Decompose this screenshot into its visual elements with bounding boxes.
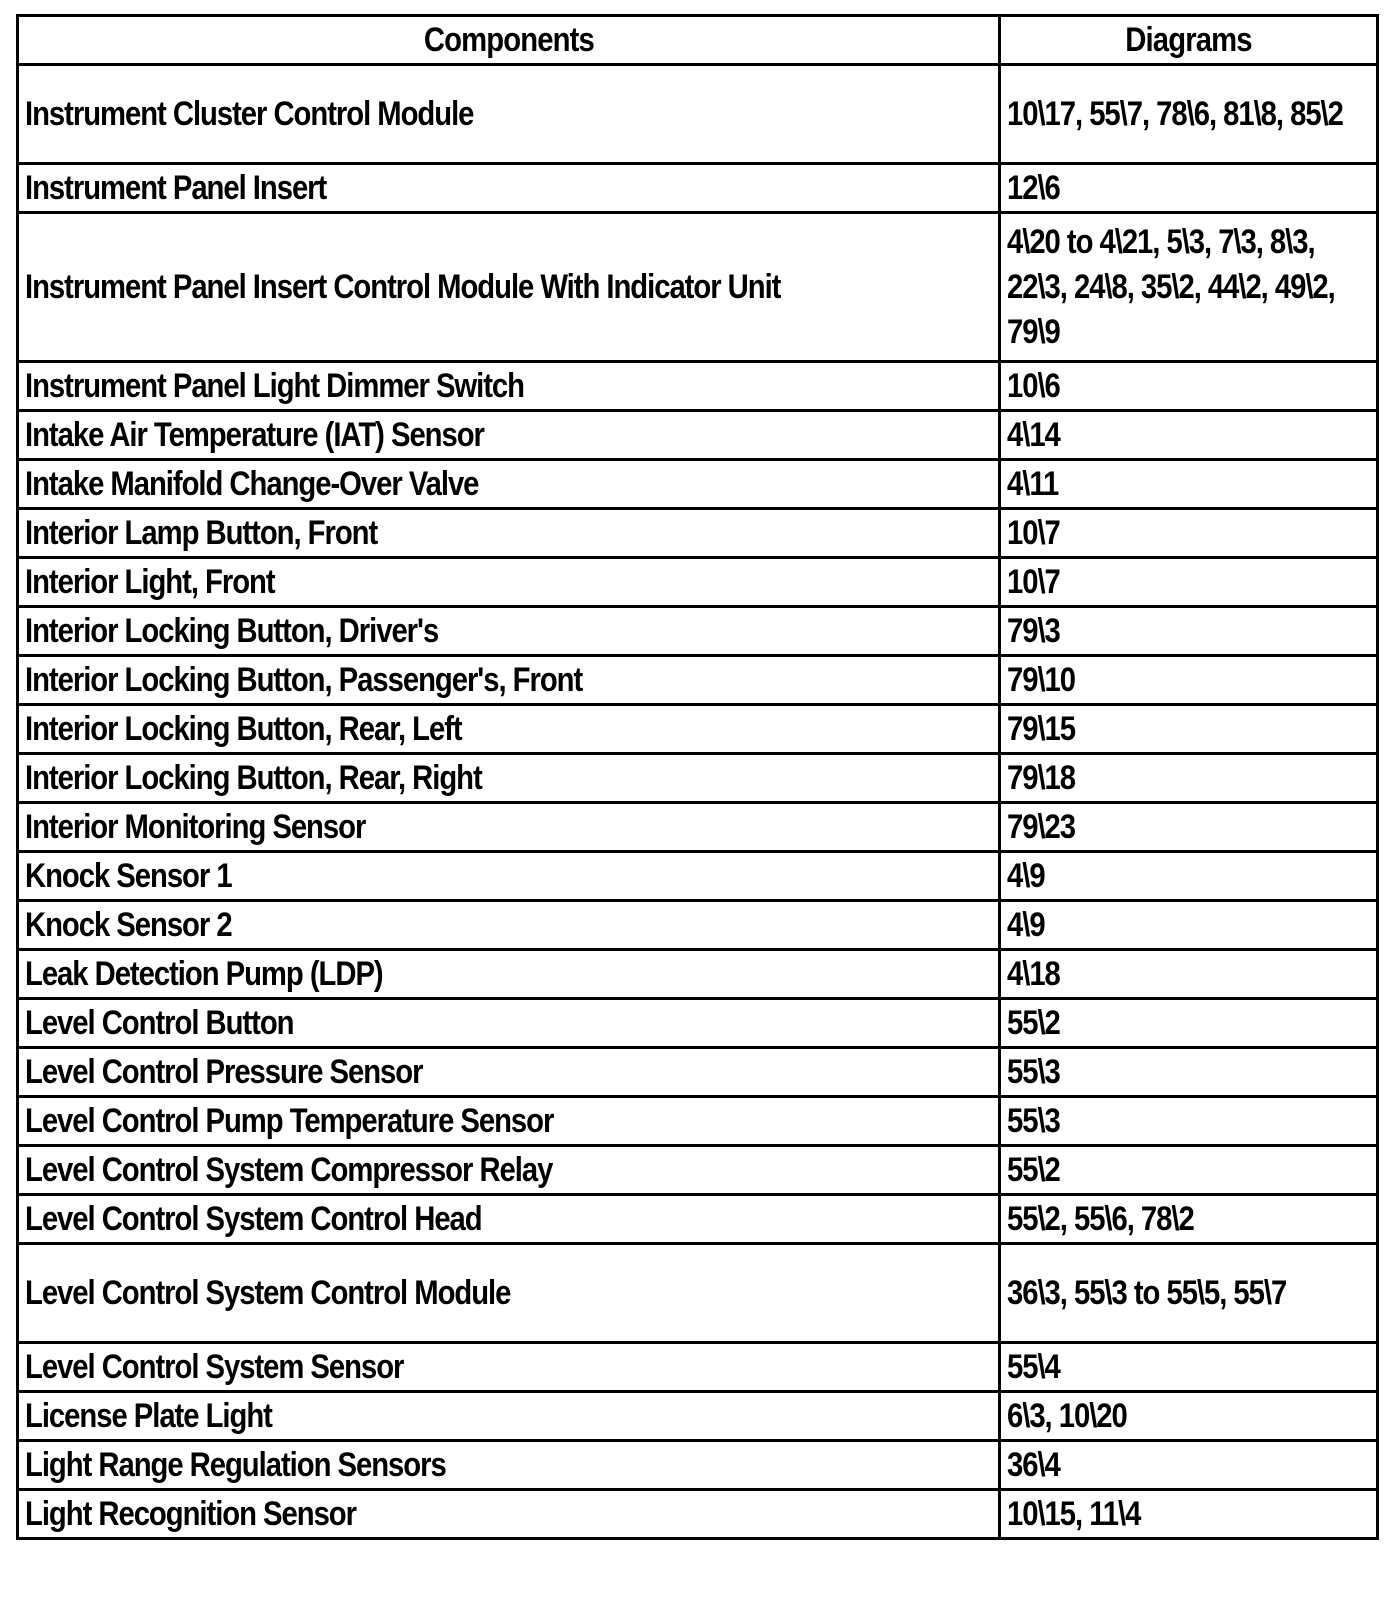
diagrams-cell: 4\9 [1000, 852, 1378, 901]
table-row [18, 1441, 1378, 1490]
column-header-components: Components [18, 16, 1000, 65]
diagrams-cell: 36\4 [1000, 1441, 1378, 1490]
table-row [18, 705, 1378, 754]
diagrams-cell: 79\23 [1000, 803, 1378, 852]
component-cell: License Plate Light [18, 1392, 1000, 1441]
diagrams-cell: 79\3 [1000, 607, 1378, 656]
diagrams-cell: 10\7 [1000, 509, 1378, 558]
table-row [18, 999, 1378, 1048]
components-table-container [16, 14, 1376, 1540]
table-row [18, 558, 1378, 607]
diagrams-cell: 55\2, 55\6, 78\2 [1000, 1195, 1378, 1244]
table-row [18, 754, 1378, 803]
diagrams-cell: 4\20 to 4\21, 5\3, 7\3, 8\3, 22\3, 24\8, 35\2, 44\2, 49\2, 79\9 [1000, 213, 1378, 362]
table-row [18, 1097, 1378, 1146]
components-diagrams-table [16, 14, 1379, 1540]
component-cell: Knock Sensor 1 [18, 852, 1000, 901]
table-row [18, 607, 1378, 656]
diagrams-cell: 79\18 [1000, 754, 1378, 803]
table-row [18, 65, 1378, 164]
diagrams-cell: 55\2 [1000, 999, 1378, 1048]
table-row [18, 852, 1378, 901]
component-cell: Level Control Pressure Sensor [18, 1048, 1000, 1097]
table-header-row [18, 16, 1378, 65]
component-cell: Interior Locking Button, Rear, Left [18, 705, 1000, 754]
table-row [18, 460, 1378, 509]
diagrams-cell: 10\7 [1000, 558, 1378, 607]
diagrams-cell: 55\2 [1000, 1146, 1378, 1195]
component-cell: Level Control Pump Temperature Sensor [18, 1097, 1000, 1146]
table-row [18, 901, 1378, 950]
table-row [18, 1195, 1378, 1244]
table-row [18, 164, 1378, 213]
component-cell: Instrument Panel Insert Control Module With Indicator Unit [18, 213, 1000, 362]
table-row [18, 362, 1378, 411]
component-cell: Level Control Button [18, 999, 1000, 1048]
diagrams-cell: 55\3 [1000, 1048, 1378, 1097]
table-row [18, 1244, 1378, 1343]
diagrams-cell: 10\6 [1000, 362, 1378, 411]
table-row [18, 1392, 1378, 1441]
component-cell: Instrument Panel Insert [18, 164, 1000, 213]
diagrams-cell: 79\10 [1000, 656, 1378, 705]
component-cell: Light Recognition Sensor [18, 1490, 1000, 1539]
table-row [18, 509, 1378, 558]
table-row [18, 213, 1378, 362]
table-row [18, 1343, 1378, 1392]
diagrams-cell: 55\4 [1000, 1343, 1378, 1392]
component-cell: Interior Locking Button, Driver's [18, 607, 1000, 656]
diagrams-cell: 4\9 [1000, 901, 1378, 950]
table-row [18, 950, 1378, 999]
component-cell: Intake Air Temperature (IAT) Sensor [18, 411, 1000, 460]
component-cell: Leak Detection Pump (LDP) [18, 950, 1000, 999]
table-row [18, 656, 1378, 705]
component-cell: Intake Manifold Change-Over Valve [18, 460, 1000, 509]
column-header-diagrams: Diagrams [1000, 16, 1378, 65]
diagrams-cell: 12\6 [1000, 164, 1378, 213]
diagrams-cell: 10\17, 55\7, 78\6, 81\8, 85\2 [1000, 65, 1378, 164]
diagrams-cell: 36\3, 55\3 to 55\5, 55\7 [1000, 1244, 1378, 1343]
component-cell: Level Control System Sensor [18, 1343, 1000, 1392]
diagrams-cell: 55\3 [1000, 1097, 1378, 1146]
component-cell: Instrument Cluster Control Module [18, 65, 1000, 164]
diagrams-cell: 4\18 [1000, 950, 1378, 999]
component-cell: Interior Lamp Button, Front [18, 509, 1000, 558]
table-row [18, 1490, 1378, 1539]
component-cell: Knock Sensor 2 [18, 901, 1000, 950]
component-cell: Instrument Panel Light Dimmer Switch [18, 362, 1000, 411]
component-cell: Level Control System Compressor Relay [18, 1146, 1000, 1195]
component-cell: Interior Locking Button, Passenger's, Front [18, 656, 1000, 705]
component-cell: Interior Monitoring Sensor [18, 803, 1000, 852]
diagrams-cell: 6\3, 10\20 [1000, 1392, 1378, 1441]
diagrams-cell: 4\11 [1000, 460, 1378, 509]
diagrams-cell: 10\15, 11\4 [1000, 1490, 1378, 1539]
component-cell: Interior Light, Front [18, 558, 1000, 607]
table-row [18, 411, 1378, 460]
diagrams-cell: 79\15 [1000, 705, 1378, 754]
component-cell: Level Control System Control Head [18, 1195, 1000, 1244]
diagrams-cell: 4\14 [1000, 411, 1378, 460]
component-cell: Level Control System Control Module [18, 1244, 1000, 1343]
component-cell: Interior Locking Button, Rear, Right [18, 754, 1000, 803]
table-row [18, 1146, 1378, 1195]
component-cell: Light Range Regulation Sensors [18, 1441, 1000, 1490]
table-row [18, 1048, 1378, 1097]
table-row [18, 803, 1378, 852]
